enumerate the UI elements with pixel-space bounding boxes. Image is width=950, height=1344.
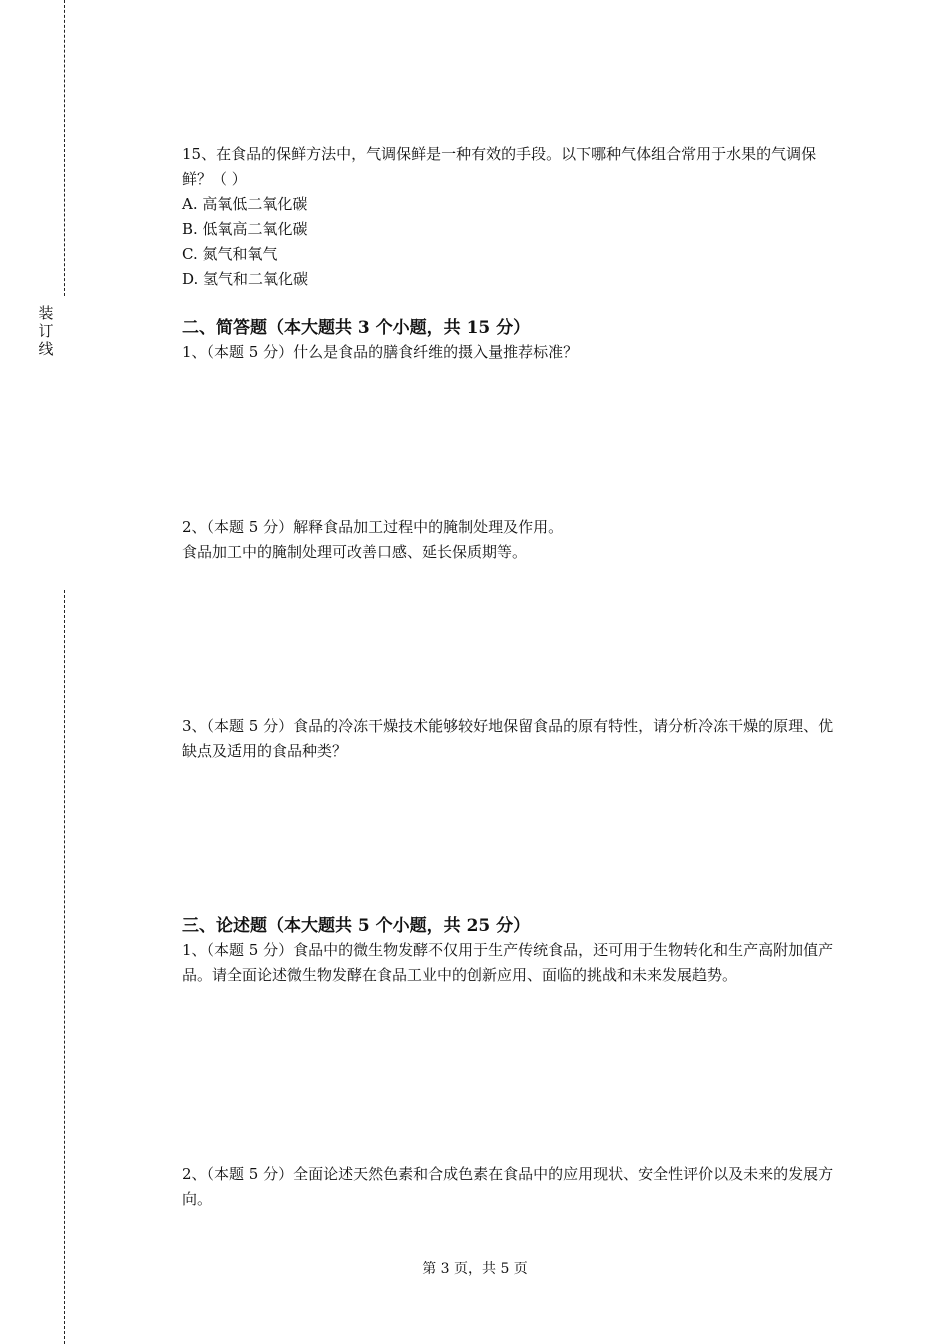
short-question-3: 3、（本题 5 分）食品的冷冻干燥技术能够较好地保留食品的原有特性，请分析冷冻干燥的原理、优缺点及适用的食品种类？ <box>182 717 834 760</box>
essay-section <box>182 914 842 988</box>
binding-label <box>36 304 56 358</box>
short-question-2: 2、（本题 5 分）解释食品加工过程中的腌制处理及作用。 <box>182 518 564 536</box>
binding-char: 线 <box>38 340 54 358</box>
essay-title: 三、论述题（本大题共 5 个小题，共 25 分） <box>182 916 531 936</box>
essay-question-2: 2、（本题 5 分）全面论述天然色素和合成色素在食品中的应用现状、安全性评价以及未来的发展方向。 <box>182 1165 834 1208</box>
option-b: B. 低氧高二氧化碳 <box>182 220 308 238</box>
short-question-2-answer: 食品加工中的腌制处理可改善口感、延长保质期等。 <box>182 543 528 561</box>
short-answer-title: 二、简答题（本大题共 3 个小题，共 15 分） <box>182 318 531 338</box>
binding-char: 装 <box>38 304 54 322</box>
short-answer-section <box>182 316 842 365</box>
question-15-stem: 15、在食品的保鲜方法中，气调保鲜是一种有效的手段。以下哪种气体组合常用于水果的气调保鲜？（ ） <box>182 145 817 188</box>
essay-question-2-block <box>182 1162 842 1212</box>
short-question-3-block <box>182 714 842 764</box>
binding-line-bottom <box>64 590 65 1344</box>
binding-char: 订 <box>38 322 54 340</box>
option-c: C. 氮气和氧气 <box>182 245 278 263</box>
short-question-1: 1、（本题 5 分）什么是食品的膳食纤维的摄入量推荐标准？ <box>182 343 579 361</box>
essay-question-1: 1、（本题 5 分）食品中的微生物发酵不仅用于生产传统食品，还可用于生物转化和生产高附加值产品。请全面论述微生物发酵在食品工业中的创新应用、面临的挑战和未来发展趋势。 <box>182 941 834 984</box>
option-a: A. 高氧低二氧化碳 <box>182 195 308 213</box>
page-number: 第 3 页，共 5 页 <box>422 1261 528 1277</box>
short-question-2-block <box>182 515 842 565</box>
question-15 <box>182 142 842 292</box>
binding-line-top <box>64 0 65 296</box>
option-d: D. 氢气和二氧化碳 <box>182 270 309 288</box>
